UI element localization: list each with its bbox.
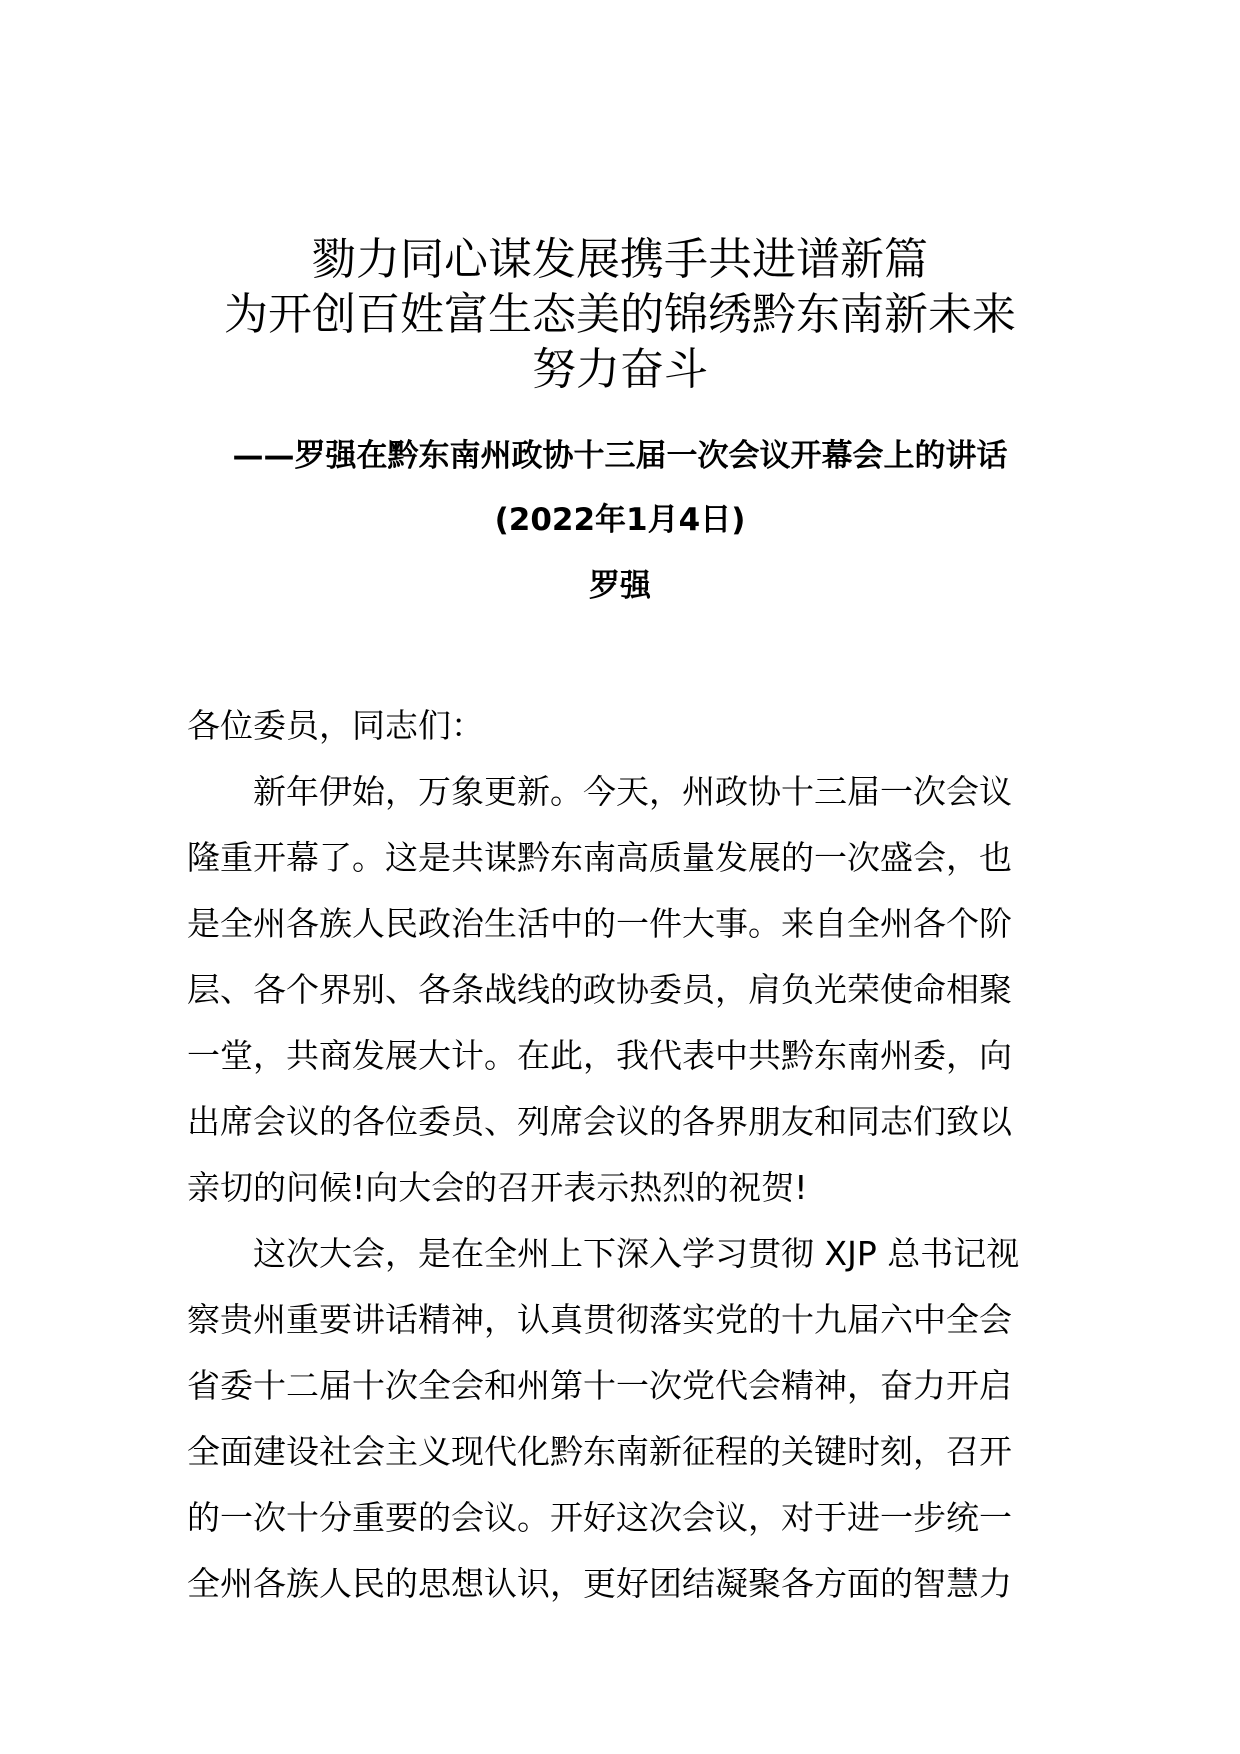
paragraph-line: 亲切的问候!向大会的召开表示热烈的祝贺! [187, 1168, 808, 1207]
paragraph-line: 层、各个界别、各条战线的政协委员，肩负光荣使命相聚 [187, 970, 1012, 1009]
paragraph-line: 新年伊始，万象更新。今天，州政协十三届一次会议 [253, 772, 1012, 811]
paragraph-line: 察贵州重要讲话精神，认真贯彻落实党的十九届六中全会 [187, 1300, 1012, 1339]
document-body [187, 693, 1057, 1617]
document-date: (2022年1月4日) [494, 502, 746, 538]
document-subtitle: ——罗强在黔东南州政协十三届一次会议开幕会上的讲话 [232, 438, 1008, 474]
paragraph-line: 省委十二届十次全会和州第十一次党代会精神，奋力开启 [187, 1366, 1012, 1405]
paragraph-line: 出席会议的各位委员、列席会议的各界朋友和同志们致以 [187, 1102, 1012, 1141]
paragraph-line: 这次大会，是在全州上下深入学习贯彻 XJP 总书记视 [253, 1234, 1020, 1273]
title-line-3: 努力奋斗 [532, 344, 708, 395]
paragraph-line: 隆重开幕了。这是共谋黔东南高质量发展的一次盛会，也 [187, 838, 1012, 877]
document-title [0, 232, 1240, 397]
paragraph-2 [187, 1221, 1057, 1617]
title-line-2: 为开创百姓富生态美的锦绣黔东南新未来 [224, 289, 1016, 340]
title-line-1: 勠力同心谋发展携手共进谱新篇 [312, 234, 928, 285]
document-author: 罗强 [589, 568, 651, 604]
paragraph-line: 的一次十分重要的会议。开好这次会议，对于进一步统一 [187, 1498, 1012, 1537]
salutation: 各位委员，同志们： [187, 706, 484, 745]
paragraph-line: 是全州各族人民政治生活中的一件大事。来自全州各个阶 [187, 904, 1012, 943]
paragraph-line: 全州各族人民的思想认识，更好团结凝聚各方面的智慧力 [187, 1564, 1012, 1603]
paragraph-line: 全面建设社会主义现代化黔东南新征程的关键时刻，召开 [187, 1432, 1012, 1471]
paragraph-line: 一堂，共商发展大计。在此，我代表中共黔东南州委，向 [187, 1036, 1012, 1075]
paragraph-1 [187, 759, 1057, 1221]
